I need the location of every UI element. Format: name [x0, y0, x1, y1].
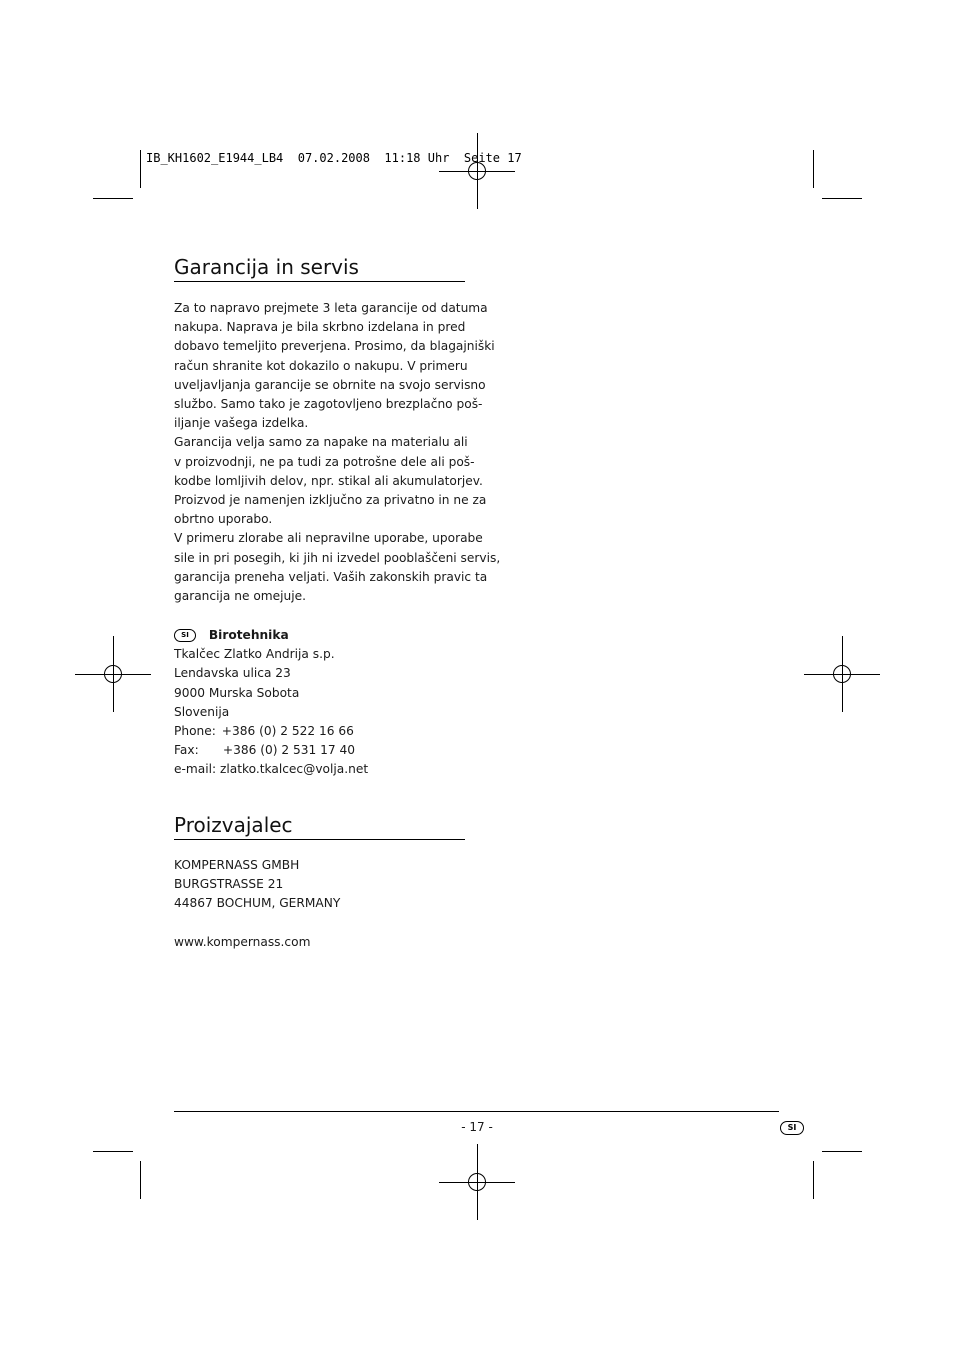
- warranty-line: kodbe lomljivih delov, npr. stikal ali akumulatorjev.: [174, 473, 483, 488]
- warranty-line: iljanje vašega izdelka.: [174, 416, 309, 431]
- manufacturer-website[interactable]: www.kompernass.com: [174, 935, 311, 949]
- registration-mark-left: [75, 636, 151, 712]
- registration-mark-right: [804, 636, 880, 712]
- service-email: e-mail: zlatko.tkalcec@volja.net: [174, 762, 369, 777]
- warranty-line: garancija ne omejuje.: [174, 589, 307, 604]
- manufacturer-line: BURGSTRASSE 21: [174, 877, 284, 892]
- warranty-text: [174, 299, 501, 606]
- service-line: 9000 Murska Sobota: [174, 685, 300, 700]
- warranty-line: uveljavljanja garancije se obrnite na svojo servisno: [174, 377, 486, 392]
- warranty-line: račun shranite kot dokazilo o nakupu. V primeru: [174, 358, 468, 373]
- warranty-line: dobavo temeljito preverjena. Prosimo, da blagajniški: [174, 339, 495, 354]
- service-company: Birotehnika: [208, 628, 289, 642]
- warranty-line: Proizvod je namenjen izključno za privatno in ne za: [174, 493, 487, 508]
- fax-number: +386 (0) 2 531 17 40: [222, 743, 356, 758]
- phone-number: +386 (0) 2 522 16 66: [221, 724, 354, 739]
- warranty-line: službo. Samo tako je zagotovljeno brezplačno poš-: [174, 397, 483, 412]
- manufacturer-address: [174, 856, 474, 914]
- service-line: Tkalčec Zlatko Andrija s.p.: [174, 647, 335, 662]
- fax-label: Fax:: [174, 743, 199, 758]
- warranty-line: Garancija velja samo za napake na materialu ali: [174, 435, 468, 450]
- service-fax-line: [174, 741, 474, 760]
- section-title-warranty: Garancija in servis: [174, 255, 359, 279]
- crop-mark: [813, 1161, 814, 1199]
- print-slug: IB_KH1602_E1944_LB4 07.02.2008 11:18 Uhr Seite 17: [146, 151, 522, 165]
- warranty-line: nakupa. Naprava je bila skrbno izdelana in pred: [174, 320, 466, 335]
- service-line: Lendavska ulica 23: [174, 666, 291, 681]
- service-line: Slovenija: [174, 704, 230, 719]
- warranty-line: obrtno uporabo.: [174, 512, 273, 527]
- section-title-manufacturer: Proizvajalec: [174, 813, 293, 837]
- crop-mark: [93, 1151, 133, 1152]
- warranty-line: sile in pri posegih, ki jih ni izvedel pooblaščeni servis,: [174, 550, 501, 565]
- crop-mark: [140, 1161, 141, 1199]
- footer-rule: [174, 1111, 779, 1112]
- crop-mark: [93, 198, 133, 199]
- phone-label: Phone:: [174, 724, 216, 739]
- crop-mark: [813, 150, 814, 188]
- warranty-line: garancija preneha veljati. Vaših zakonskih pravic ta: [174, 569, 488, 584]
- page-number: - 17 -: [461, 1120, 493, 1134]
- title-underline: [174, 281, 465, 282]
- registration-mark-bottom: [439, 1144, 515, 1220]
- warranty-line: V primeru zlorabe ali nepravilne uporabe, uporabe: [174, 531, 483, 546]
- country-badge: SI: [174, 629, 196, 642]
- crop-mark: [822, 198, 862, 199]
- manufacturer-line: 44867 BOCHUM, GERMANY: [174, 896, 341, 911]
- manufacturer-line: KOMPERNASS GMBH: [174, 858, 300, 872]
- title-underline: [174, 839, 465, 840]
- registration-mark-top: [439, 133, 515, 209]
- service-address: [174, 626, 474, 780]
- crop-mark: [822, 1151, 862, 1152]
- warranty-line: Za to napravo prejmete 3 leta garancije od datuma: [174, 301, 488, 315]
- country-badge: SI: [780, 1121, 804, 1135]
- warranty-line: v proizvodnji, ne pa tudi za potrošne dele ali poš-: [174, 454, 475, 469]
- crop-mark: [140, 150, 141, 188]
- service-company-line: [174, 626, 474, 645]
- service-phone-line: [174, 722, 474, 741]
